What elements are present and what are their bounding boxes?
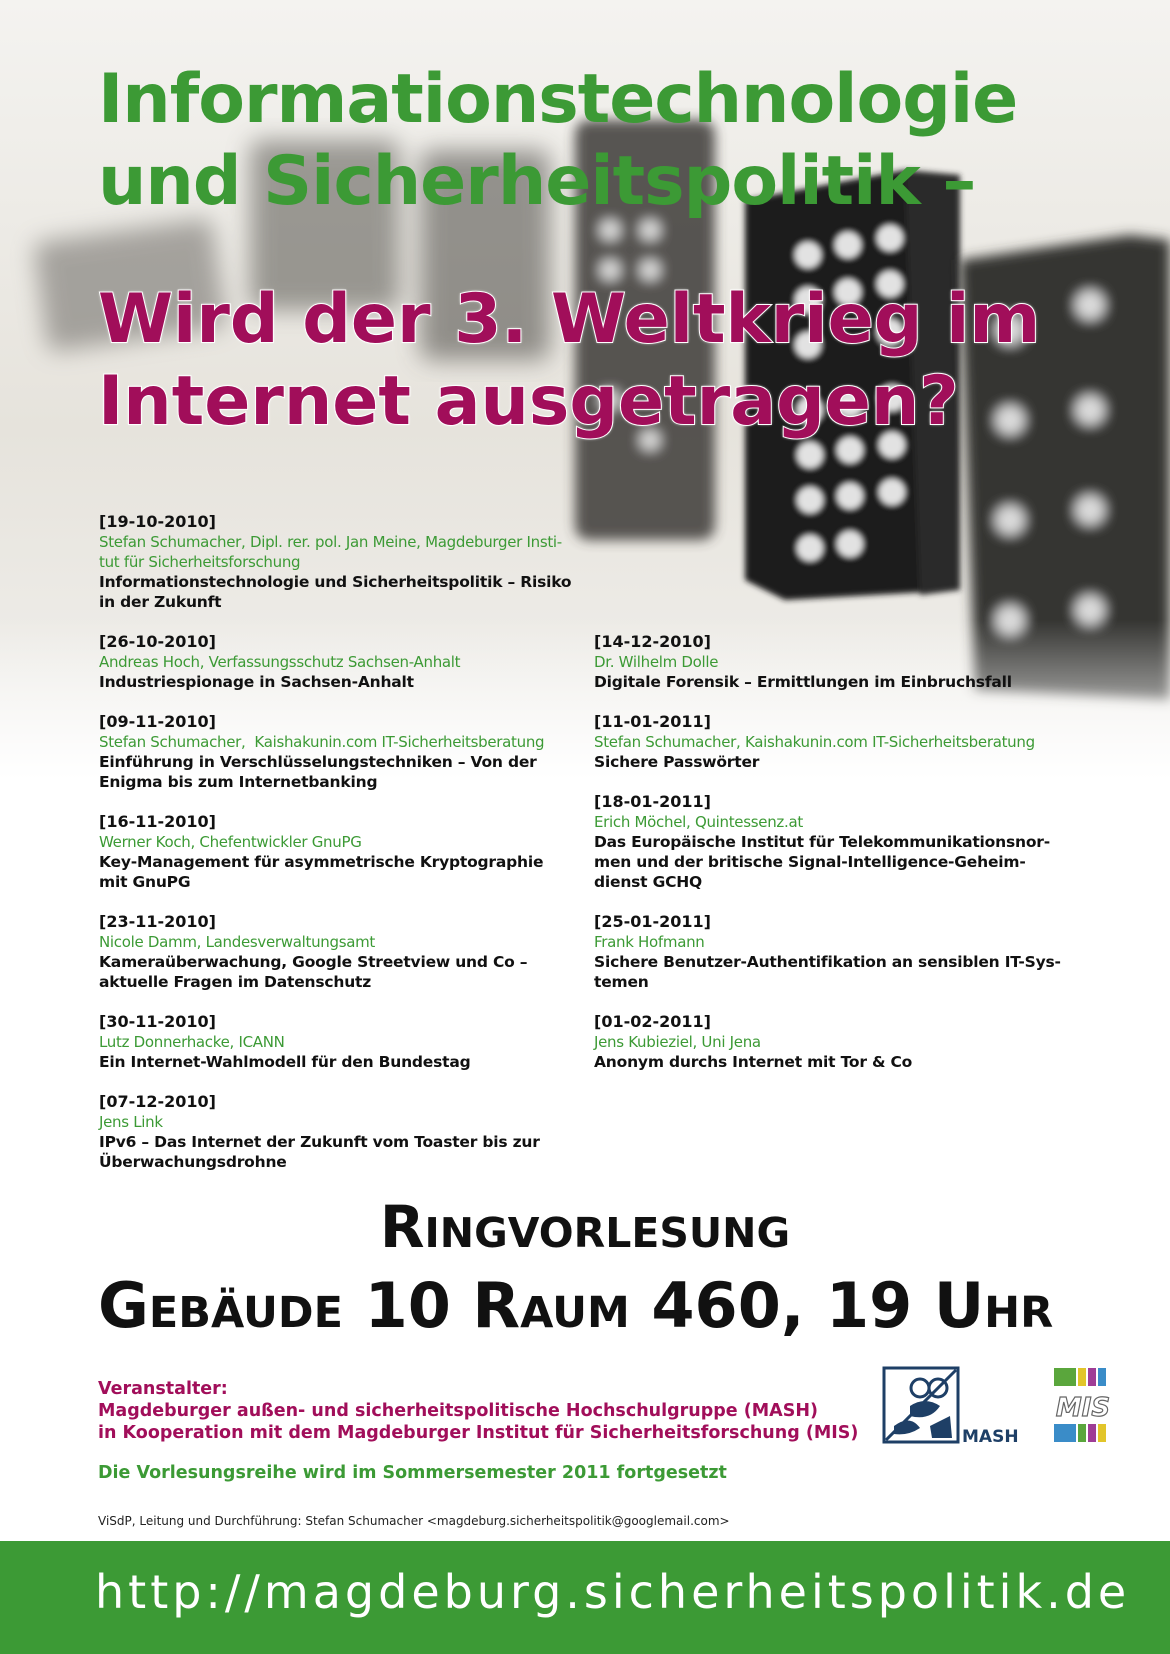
organizer-label: Veranstalter: (98, 1379, 228, 1399)
lecture-speaker: Nicole Damm, Landesverwaltungsamt (99, 933, 376, 951)
lecture-date: [18-01-2011] (594, 792, 711, 811)
lecture-topic: Ein Internet-Wahlmodell für den Bundestag (99, 1053, 471, 1071)
lecture-speaker: Stefan Schumacher, Dipl. rer. pol. Jan Meine, Magdeburger Insti- tut für Sicherheitsforschung (99, 533, 562, 571)
venue-time: Gebäude 10 Raum 460, 19 Uhr (98, 1269, 1054, 1342)
lecture-topic: Key-Management für asymmetrische Kryptographie mit GnuPG (99, 853, 544, 891)
lecture-speaker: Dr. Wilhelm Dolle (594, 653, 719, 671)
lecture-date: [19-10-2010] (99, 512, 216, 531)
lecture-date: [07-12-2010] (99, 1092, 216, 1111)
lecture-speaker: Jens Link (99, 1113, 163, 1131)
lecture-topic: Anonym durchs Internet mit Tor & Co (594, 1053, 913, 1071)
mash-logo-text: MASH (962, 1427, 1019, 1447)
lecture-topic: Das Europäische Institut für Telekommunikationsnor- men und der britische Signal-Intelligence-Geheim- dienst GCHQ (594, 833, 1050, 891)
lecture-speaker: Frank Hofmann (594, 933, 705, 951)
lecture-entry (99, 712, 579, 792)
mash-logo (880, 1366, 1020, 1448)
organizer-line-2: in Kooperation mit dem Magdeburger Institut für Sicherheitsforschung (MIS) (98, 1423, 859, 1443)
lecture-speaker: Erich Möchel, Quintessenz.at (594, 813, 803, 831)
organizer-line-1: Magdeburger außen- und sicherheitspolitische Hochschulgruppe (MASH) (98, 1401, 818, 1421)
lecture-topic: Digitale Forensik – Ermittlungen im Einbruchsfall (594, 673, 1012, 691)
lecture-topic: Einführung in Verschlüsselungstechniken – Von der Enigma bis zum Internetbanking (99, 753, 537, 791)
lecture-entry (594, 912, 1074, 992)
lecture-speaker: Jens Kubieziel, Uni Jena (594, 1033, 761, 1051)
lecture-date: [23-11-2010] (99, 912, 216, 931)
lecture-date: [14-12-2010] (594, 632, 711, 651)
footer-bar (0, 1541, 1170, 1654)
lecture-entry (594, 1012, 1074, 1072)
continuation-note: Die Vorlesungsreihe wird im Sommersemester 2011 fortgesetzt (98, 1463, 727, 1483)
title-line-1: Informationstechnologie (98, 60, 1018, 139)
lecture-topic: Kameraüberwachung, Google Streetview und Co – aktuelle Fragen im Datenschutz (99, 953, 528, 991)
title-line-2: und Sicherheitspolitik – (98, 142, 976, 221)
lecture-topic: Sichere Passwörter (594, 753, 760, 771)
visdp-line: ViSdP, Leitung und Durchführung: Stefan Schumacher <magdeburg.sicherheitspolitik@googlemail.com> (98, 1514, 730, 1528)
website-url[interactable]: http://magdeburg.sicherheitspolitik.de (95, 1565, 1131, 1619)
lecture-speaker: Werner Koch, Chefentwickler GnuPG (99, 833, 362, 851)
lecture-entry (99, 1012, 579, 1072)
lecture-date: [25-01-2011] (594, 912, 711, 931)
lecture-date: [01-02-2011] (594, 1012, 711, 1031)
lecture-entry (99, 1092, 579, 1172)
lecture-entry (594, 712, 1074, 772)
lecture-speaker: Lutz Donnerhacke, ICANN (99, 1033, 285, 1051)
lecture-topic: Informationstechnologie und Sicherheitspolitik – Risiko in der Zukunft (99, 573, 572, 611)
lecture-entry (99, 912, 579, 992)
lecture-date: [26-10-2010] (99, 632, 216, 651)
lecture-topic: IPv6 – Das Internet der Zukunft vom Toaster bis zur Überwachungsdrohne (99, 1133, 540, 1171)
mis-logo-text: MIS (1055, 1393, 1111, 1423)
lecture-entry (594, 792, 1074, 892)
ringvorlesung-title: Ringvorlesung (379, 1193, 791, 1261)
lecture-speaker: Andreas Hoch, Verfassungsschutz Sachsen-Anhalt (99, 653, 461, 671)
lecture-speaker: Stefan Schumacher, Kaishakunin.com IT-Sicherheitsberatung (99, 733, 545, 751)
question-line-1: Wird der 3. Weltkrieg im (98, 280, 1041, 359)
mis-logo (1050, 1366, 1116, 1446)
lecture-date: [11-01-2011] (594, 712, 711, 731)
lecture-date: [09-11-2010] (99, 712, 216, 731)
question-line-2: Internet ausgetragen? (98, 362, 959, 441)
lecture-date: [30-11-2010] (99, 1012, 216, 1031)
lecture-topic: Sichere Benutzer-Authentifikation an sensiblen IT-Sys- temen (594, 953, 1061, 991)
lecture-entry (99, 812, 579, 892)
lecture-date: [16-11-2010] (99, 812, 216, 831)
lecture-entry (99, 512, 579, 612)
lecture-entry (594, 632, 1074, 692)
lecture-entry (99, 632, 579, 692)
lecture-topic: Industriespionage in Sachsen-Anhalt (99, 673, 414, 691)
lecture-speaker: Stefan Schumacher, Kaishakunin.com IT-Sicherheitsberatung (594, 733, 1035, 751)
